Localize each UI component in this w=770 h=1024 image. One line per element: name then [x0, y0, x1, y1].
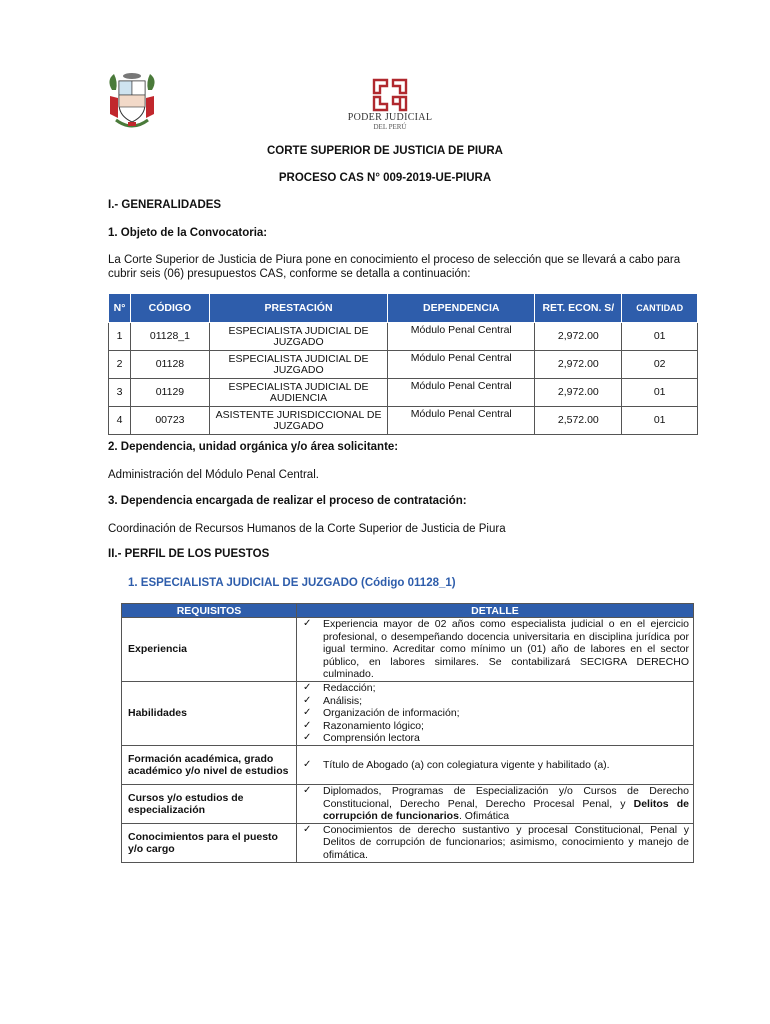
- cell-dependencia: Módulo Penal Central: [388, 323, 535, 351]
- list-item: [297, 759, 693, 772]
- logo-name: PODER JUDICIAL: [347, 112, 433, 123]
- section-generalidades-heading: I.- GENERALIDADES: [108, 199, 222, 211]
- cell-dependencia: Módulo Penal Central: [388, 351, 535, 379]
- checkmark-icon: ✓: [303, 681, 312, 693]
- header-ret-econ: RET. ECON. S/: [535, 294, 622, 323]
- requirement-detail: [297, 784, 694, 823]
- contratacion-text: Coordinación de Recursos Humanos de la Corte Superior de Justicia de Piura: [108, 523, 506, 535]
- cell-prestacion: ESPECIALISTA JUDICIAL DE JUZGADO: [209, 323, 387, 351]
- cell-codigo: 00723: [131, 407, 210, 435]
- requirement-label: Habilidades: [122, 681, 297, 745]
- contratacion-heading: 3. Dependencia encargada de realizar el proceso de contratación:: [108, 495, 467, 507]
- table-row: [109, 351, 698, 379]
- list-item: [297, 618, 693, 681]
- table-header-row: [109, 294, 698, 323]
- cell-cantidad: 01: [622, 407, 698, 435]
- position-heading: 1. ESPECIALISTA JUDICIAL DE JUZGADO (Código 01128_1): [128, 577, 456, 589]
- checkmark-icon: ✓: [303, 784, 312, 796]
- dependencia-text: Administración del Módulo Penal Central.: [108, 469, 319, 481]
- detail-text: Diplomados, Programas de Especialización y/o Cursos de Derecho Constitucional, Derecho Penal, Derecho Procesal Penal, y: [323, 784, 689, 810]
- header-codigo: CÓDIGO: [131, 294, 210, 323]
- section-perfil-heading: II.- PERFIL DE LOS PUESTOS: [108, 548, 270, 560]
- cell-cantidad: 02: [622, 351, 698, 379]
- requirement-label: Formación académica, grado académico y/o nivel de estudios: [122, 745, 297, 784]
- objeto-text: La Corte Superior de Justicia de Piura pone en conocimiento el proceso de selección que se llevará a cabo para cubrir seis (06) presupuestos CAS, conforme se detalla a continuación:: [108, 254, 681, 280]
- detail-text: Experiencia mayor de 02 años como especialista judicial o en el ejercicio profesional, o desempeñando docencia universitaria en disciplina jurídica por igual termino. Acreditar como mínimo un (01) año de labores en el sector público, en labores similares. Se contabilizará SECIGRA DERECHO culminado.: [323, 618, 689, 681]
- requirement-detail: [297, 681, 694, 745]
- header-detalle: DETALLE: [297, 604, 694, 618]
- list-item: [297, 732, 693, 745]
- requirement-label: Conocimientos para el puesto y/o cargo: [122, 823, 297, 862]
- requirement-detail: [297, 823, 694, 862]
- checkmark-icon: ✓: [303, 758, 312, 770]
- detail-text: . Ofimática: [458, 810, 510, 823]
- requirement-detail: [297, 745, 694, 784]
- table-header-row: [122, 604, 694, 618]
- list-item: [297, 682, 693, 695]
- header-requisitos: REQUISITOS: [122, 604, 297, 618]
- requirement-detail: [297, 618, 694, 682]
- cell-codigo: 01128_1: [131, 323, 210, 351]
- requirement-label: Experiencia: [122, 618, 297, 682]
- detail-text: Organización de información;: [323, 707, 460, 720]
- checkmark-icon: ✓: [303, 823, 312, 835]
- process-number: PROCESO CAS N° 009-2019-UE-PIURA: [278, 172, 492, 184]
- cell-cantidad: 01: [622, 323, 698, 351]
- cell-n: 4: [109, 407, 131, 435]
- detail-text: Razonamiento lógico;: [323, 719, 424, 732]
- cell-cantidad: 01: [622, 379, 698, 407]
- table-row: [122, 784, 694, 823]
- positions-table: [108, 293, 698, 435]
- cell-n: 1: [109, 323, 131, 351]
- table-row: [109, 379, 698, 407]
- requirement-label: Cursos y/o estudios de especialización: [122, 784, 297, 823]
- table-row: [122, 745, 694, 784]
- list-item: [297, 695, 693, 708]
- detail-text: Redacción;: [323, 681, 376, 694]
- cell-n: 2: [109, 351, 131, 379]
- table-row: [122, 681, 694, 745]
- cell-ret: 2,972.00: [535, 323, 622, 351]
- table-row: [109, 323, 698, 351]
- list-item: [297, 707, 693, 720]
- table-row: [109, 407, 698, 435]
- objeto-heading: 1. Objeto de la Convocatoria:: [108, 227, 268, 239]
- cell-ret: 2,972.00: [535, 351, 622, 379]
- checkmark-icon: ✓: [303, 694, 312, 706]
- table-row: [122, 823, 694, 862]
- detail-text: Título de Abogado (a) con colegiatura vigente y habilitado (a).: [323, 758, 610, 771]
- requirements-table: [121, 603, 694, 863]
- cell-ret: 2,972.00: [535, 379, 622, 407]
- poder-judicial-mark-icon: [372, 78, 408, 112]
- detail-text: Análisis;: [323, 694, 363, 707]
- checkmark-icon: ✓: [303, 719, 312, 731]
- checkmark-icon: ✓: [303, 618, 312, 629]
- checkmark-icon: ✓: [303, 732, 312, 744]
- cell-n: 3: [109, 379, 131, 407]
- cell-prestacion: ASISTENTE JURISDICCIONAL DE JUZGADO: [209, 407, 387, 435]
- table-row: [122, 618, 694, 682]
- header-n: N°: [109, 294, 131, 323]
- peru-coat-of-arms-logo: [104, 70, 160, 132]
- header-dependencia: DEPENDENCIA: [388, 294, 535, 323]
- cell-ret: 2,572.00: [535, 407, 622, 435]
- cell-dependencia: Módulo Penal Central: [388, 379, 535, 407]
- header-cantidad: CANTIDAD: [622, 294, 698, 323]
- cell-dependencia: Módulo Penal Central: [388, 407, 535, 435]
- logo-subname: DEL PERÚ: [373, 123, 407, 131]
- cell-prestacion: ESPECIALISTA JUDICIAL DE AUDIENCIA: [209, 379, 387, 407]
- list-item: [297, 785, 693, 823]
- poder-judicial-logo: [340, 78, 440, 140]
- list-item: [297, 824, 693, 862]
- list-item: [297, 720, 693, 733]
- cell-codigo: 01129: [131, 379, 210, 407]
- cell-codigo: 01128: [131, 351, 210, 379]
- checkmark-icon: ✓: [303, 707, 312, 719]
- detail-text: Comprensión lectora: [323, 732, 420, 745]
- document-title: CORTE SUPERIOR DE JUSTICIA DE PIURA: [267, 145, 503, 157]
- dependencia-heading: 2. Dependencia, unidad orgánica y/o área solicitante:: [108, 441, 399, 453]
- header-prestacion: PRESTACIÓN: [209, 294, 387, 323]
- detail-text-bold: Delitos de corrupción de funcionarios: [323, 797, 689, 823]
- detail-text: Conocimientos de derecho sustantivo y procesal Constitucional, Penal y Delitos de corrupción de funcionarios; asimismo, conocimiento y manejo de ofimática.: [323, 823, 689, 861]
- cell-prestacion: ESPECIALISTA JUDICIAL DE JUZGADO: [209, 351, 387, 379]
